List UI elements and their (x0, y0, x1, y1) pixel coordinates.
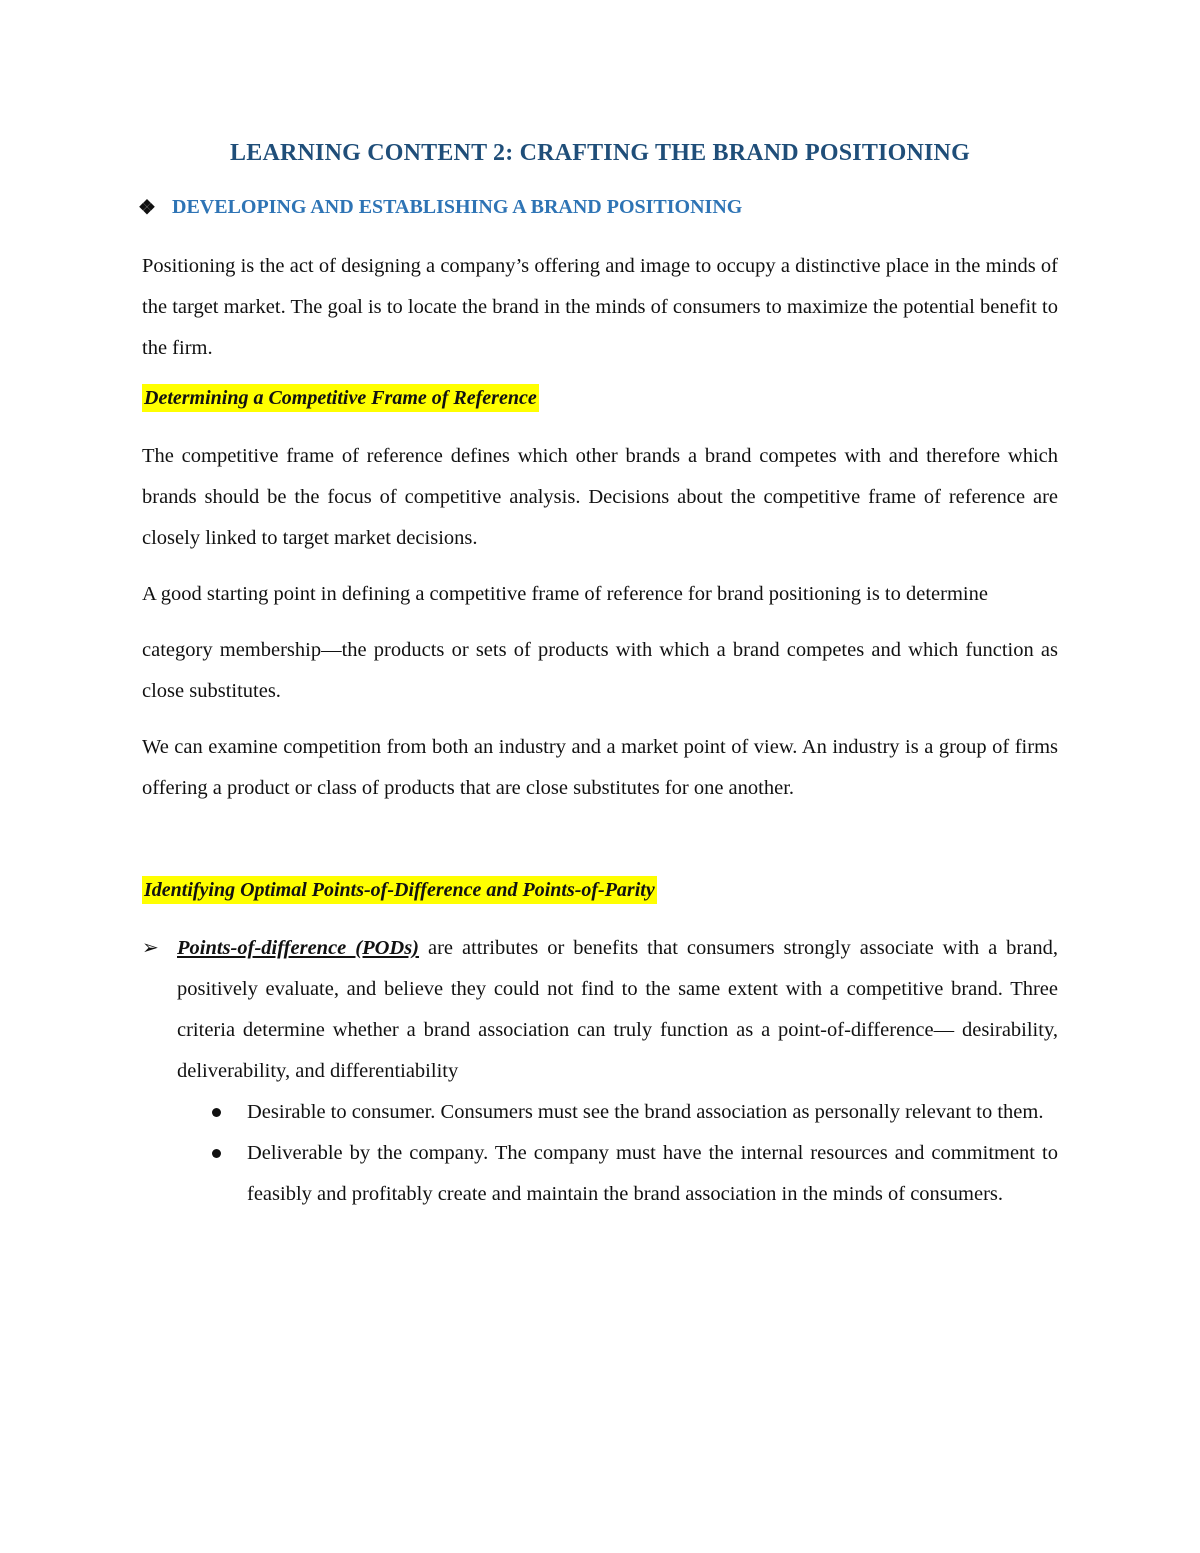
pods-definition (177, 928, 1058, 1092)
pods-subheading: Identifying Optimal Points-of-Difference and Points-of-Parity (142, 876, 657, 904)
frame-paragraph-3: category membership—the products or sets of products with which a brand competes and which function as close substitutes. (142, 639, 1058, 702)
pods-term: Points-of-difference (PODs) (177, 937, 420, 959)
frame-paragraph-4: We can examine competition from both an industry and a market point of view. An industry is a group of firms offering a product or class of products that are close substitutes for one another. (142, 736, 1058, 799)
arrow-bullet-icon: ➢ (142, 937, 159, 959)
diamond-bullet-icon: ❖ (138, 197, 156, 219)
bullet-dot-icon (212, 1108, 221, 1117)
list-item (177, 1092, 1058, 1133)
spacer (142, 822, 1058, 876)
list-item-text: Desirable to consumer. Consumers must see the brand association as personally relevant to them. (247, 1101, 1044, 1123)
intro-paragraph: Positioning is the act of designing a company’s offering and image to occupy a distinctive place in the minds of the target market. The goal is to locate the brand in the minds of consumers to maximize the potential benefit to the firm. (142, 255, 1058, 359)
frame-subheading: Determining a Competitive Frame of Reference (142, 384, 539, 412)
bullet-dot-icon (212, 1149, 221, 1158)
list-item-text: Deliverable by the company. The company must have the internal resources and commitment to feasibly and profitably create and maintain the brand association in the minds of consumers. (247, 1142, 1058, 1205)
document-title: LEARNING CONTENT 2: CRAFTING THE BRAND POSITIONING (230, 140, 970, 166)
page-content (138, 140, 1058, 1215)
pods-criteria-list (177, 1092, 1058, 1215)
section-heading-text: DEVELOPING AND ESTABLISHING A BRAND POSITIONING (172, 196, 743, 218)
pods-definition-text: are attributes or benefits that consumers strongly associate with a brand, positively evaluate, and believe they could not find to the same extent with a competitive brand. Three criteria determine whether a brand association can truly function as a point-of-difference— desirability, deliverability, and differentiability (177, 937, 1058, 1082)
pods-definition-block (142, 928, 1058, 1215)
frame-paragraph-1: The competitive frame of reference defines which other brands a brand competes with and therefore which brands should be the focus of competitive analysis. Decisions about the competitive frame of reference are closely linked to target market decisions. (142, 445, 1058, 549)
section-heading (138, 195, 1058, 220)
frame-paragraph-2: A good starting point in defining a competitive frame of reference for brand positioning is to determine (142, 583, 988, 605)
list-item (177, 1133, 1058, 1215)
